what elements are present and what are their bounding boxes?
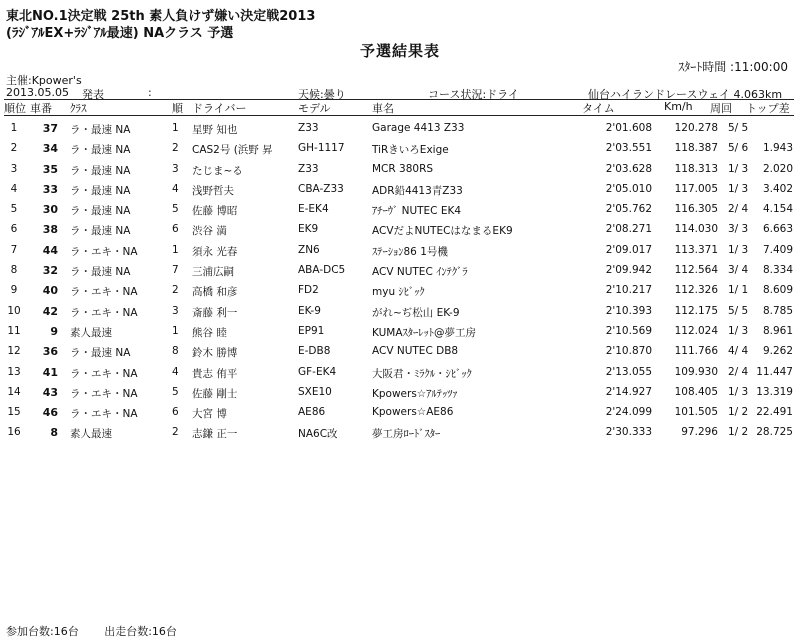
cell-car-name: ACV NUTEC DB8 xyxy=(372,345,459,358)
cell-model: FD2 xyxy=(298,284,319,297)
cell-car-number: 43 xyxy=(42,385,58,399)
cell-gap: 6.663 xyxy=(762,223,793,236)
cell-speed: 101.505 xyxy=(674,406,718,419)
cell-class-order: 4 xyxy=(172,182,179,195)
cell-gap: 8.785 xyxy=(762,304,793,317)
cell-gap: 22.491 xyxy=(756,406,793,419)
cell-car-number: 34 xyxy=(42,142,58,156)
cell-driver: 浅野哲夫 xyxy=(192,184,234,197)
cell-position: 7 xyxy=(10,243,18,256)
cell-driver: 斎藤 利一 xyxy=(192,306,238,319)
organizer: 主催:Kpower's xyxy=(6,74,82,87)
cell-class: ラ・最速 NA xyxy=(70,144,131,157)
header-bottom-rule xyxy=(4,115,794,116)
cell-speed: 118.387 xyxy=(674,142,718,155)
cell-speed: 120.278 xyxy=(674,122,718,134)
cell-car-number: 44 xyxy=(42,243,58,257)
cell-car-number: 9 xyxy=(50,324,58,338)
cell-driver: 須永 光春 xyxy=(192,245,238,258)
cell-gap: 2.020 xyxy=(762,162,793,175)
cell-driver: 高橋 和彦 xyxy=(192,286,238,299)
cell-car-name: ACV NUTEC ｲﾝﾃｸﾞﾗ xyxy=(372,266,468,279)
cell-laps: 1/ 1 xyxy=(728,284,749,297)
cell-time: 2'10.569 xyxy=(605,324,652,337)
cell-gap: 11.447 xyxy=(756,365,793,378)
cell-driver: 熊谷 睦 xyxy=(192,326,227,339)
col-time: タイム xyxy=(582,102,615,115)
cell-class-order: 2 xyxy=(172,142,179,155)
cell-driver: たじま~る xyxy=(192,164,243,177)
cell-speed: 97.296 xyxy=(681,426,718,439)
cell-gap: 28.725 xyxy=(756,426,793,439)
cell-speed: 118.313 xyxy=(674,162,718,175)
event-subtitle: (ﾗｼﾞｱﾙEX+ﾗｼﾞｱﾙ最速) NAクラス 予選 xyxy=(6,26,234,41)
cell-laps: 1/ 3 xyxy=(728,243,749,256)
cell-class-order: 1 xyxy=(172,122,179,134)
cell-speed: 108.405 xyxy=(674,385,718,398)
cell-class-order: 2 xyxy=(172,426,179,439)
cell-position: 12 xyxy=(7,345,21,358)
cell-model: E-EK4 xyxy=(298,203,329,216)
cell-class: ラ・最速 NA xyxy=(70,124,131,136)
cell-class-order: 1 xyxy=(172,324,179,337)
cell-driver: 大宮 博 xyxy=(192,408,227,421)
cell-class: ラ・エキ・NA xyxy=(70,286,138,299)
cell-time: 2'08.271 xyxy=(605,223,652,236)
cell-car-number: 37 xyxy=(42,122,58,135)
cell-laps: 5/ 5 xyxy=(728,304,749,317)
cell-laps: 5/ 5 xyxy=(728,122,749,134)
cell-car-name: KUMAｽﾀｰﾚｯﾄ@夢工房 xyxy=(372,326,477,339)
cell-time: 2'05.010 xyxy=(605,182,652,195)
table-row xyxy=(0,284,800,304)
cell-model: SXE10 xyxy=(298,385,332,398)
cell-speed: 113.371 xyxy=(674,243,718,256)
cell-position: 15 xyxy=(7,406,21,419)
cell-model: GH-1117 xyxy=(298,142,345,155)
col-class: ｸﾗｽ xyxy=(70,102,87,115)
cell-class: ラ・最速 NA xyxy=(70,205,131,218)
table-row xyxy=(0,426,800,446)
cell-speed: 112.564 xyxy=(674,264,718,277)
cell-car-name: 夢工房ﾛｰﾄﾞｽﾀｰ xyxy=(372,428,441,441)
cell-laps: 1/ 3 xyxy=(728,385,749,398)
cell-speed: 112.175 xyxy=(674,304,718,317)
table-row xyxy=(0,345,800,365)
table-row xyxy=(0,163,800,183)
cell-class-order: 1 xyxy=(172,243,179,256)
entries-count: 参加台数:16台 xyxy=(6,625,79,638)
cell-car-number: 46 xyxy=(42,406,58,420)
cell-time: 2'09.017 xyxy=(605,243,652,256)
cell-time: 2'09.942 xyxy=(605,264,652,277)
cell-position: 5 xyxy=(10,203,18,216)
cell-time: 2'10.393 xyxy=(605,304,652,317)
cell-position: 10 xyxy=(7,304,21,317)
cell-laps: 1/ 3 xyxy=(728,162,749,175)
cell-speed: 114.030 xyxy=(674,223,718,236)
cell-gap: 8.961 xyxy=(762,324,793,337)
cell-car-number: 38 xyxy=(42,223,58,237)
cell-car-name: MCR 380RS xyxy=(372,162,434,175)
cell-car-number: 30 xyxy=(42,203,58,217)
cell-time: 2'10.217 xyxy=(605,284,652,297)
cell-driver: 渋谷 満 xyxy=(192,225,227,238)
cell-speed: 112.326 xyxy=(674,284,718,297)
cell-gap: 8.334 xyxy=(762,264,793,277)
cell-class-order: 8 xyxy=(172,345,179,358)
table-row xyxy=(0,406,800,426)
cell-class: 素人最速 xyxy=(70,428,112,441)
cell-car-number: 32 xyxy=(42,264,58,278)
cell-class-order: 5 xyxy=(172,203,179,216)
cell-class: 素人最速 xyxy=(70,326,112,339)
cell-class-order: 5 xyxy=(172,385,179,398)
col-gap: トップ差 xyxy=(746,102,790,115)
cell-position: 6 xyxy=(10,223,18,236)
col-seq: 順 xyxy=(172,102,183,115)
table-row xyxy=(0,142,800,162)
cell-position: 2 xyxy=(10,142,18,155)
column-header-row xyxy=(0,100,800,115)
table-row xyxy=(0,305,800,325)
cell-laps: 2/ 4 xyxy=(728,203,749,216)
cell-car-name: ｱﾁｰｳﾞ NUTEC EK4 xyxy=(372,205,462,218)
cell-car-name: Kpowers☆ｱﾙﾃｯﾂｧ xyxy=(372,387,458,400)
cell-laps: 1/ 2 xyxy=(728,406,749,419)
cell-laps: 4/ 4 xyxy=(728,345,749,358)
cell-laps: 1/ 3 xyxy=(728,182,749,195)
cell-time: 2'03.551 xyxy=(605,142,652,155)
cell-position: 1 xyxy=(10,122,18,134)
cell-speed: 117.005 xyxy=(674,182,718,195)
cell-driver: CAS2号 (浜野 昇 xyxy=(192,144,273,157)
cell-speed: 112.024 xyxy=(674,324,718,337)
cell-model: ABA-DC5 xyxy=(298,264,346,277)
cell-speed: 109.930 xyxy=(674,365,718,378)
cell-laps: 2/ 4 xyxy=(728,365,749,378)
document-title: 予選結果表 xyxy=(359,42,440,60)
cell-gap: 1.943 xyxy=(762,142,793,155)
table-row xyxy=(0,122,800,142)
col-car: 車名 xyxy=(372,102,394,115)
cell-class: ラ・エキ・NA xyxy=(70,367,138,380)
cell-class-order: 3 xyxy=(172,304,179,317)
cell-driver: 三浦広嗣 xyxy=(192,266,234,279)
cell-class: ラ・エキ・NA xyxy=(70,387,138,400)
table-row xyxy=(0,264,800,284)
cell-laps: 3/ 4 xyxy=(728,264,749,277)
col-pos: 順位 xyxy=(4,102,26,115)
event-title: 東北NO.1決定戦 25th 素人負けず嫌い決定戦2013 xyxy=(6,9,316,24)
cell-gap: 7.409 xyxy=(762,243,793,256)
cell-car-name: TiRきいろExige xyxy=(372,144,449,157)
starters-count: 出走台数:16台 xyxy=(104,625,177,638)
cell-driver: 佐藤 剛士 xyxy=(192,387,238,400)
cell-class: ラ・最速 NA xyxy=(70,225,131,238)
cell-car-number: 8 xyxy=(50,426,58,440)
cell-car-number: 42 xyxy=(42,304,58,318)
col-laps: 周回 xyxy=(710,102,732,115)
table-row xyxy=(0,183,800,203)
cell-time: 2'05.762 xyxy=(605,203,652,216)
col-model: モデル xyxy=(298,102,331,115)
table-row xyxy=(0,203,800,223)
cell-position: 13 xyxy=(7,365,21,378)
cell-class: ラ・最速 NA xyxy=(70,164,131,177)
cell-speed: 116.305 xyxy=(674,203,718,216)
cell-car-name: Kpowers☆AE86 xyxy=(372,406,454,419)
cell-class: ラ・最速 NA xyxy=(70,347,131,360)
cell-class: ラ・エキ・NA xyxy=(70,245,138,258)
cell-driver: 星野 知也 xyxy=(192,124,238,136)
cell-car-name: がれ~ぢ松山 EK-9 xyxy=(372,306,460,319)
cell-time: 2'14.927 xyxy=(605,385,652,398)
cell-class-order: 6 xyxy=(172,406,179,419)
cell-model: EK9 xyxy=(298,223,319,236)
cell-car-number: 41 xyxy=(42,365,58,379)
cell-model: NA6C改 xyxy=(298,428,338,441)
cell-model: ZN6 xyxy=(298,243,320,256)
cell-driver: 貴志 侑平 xyxy=(192,367,238,380)
cell-laps: 3/ 3 xyxy=(728,223,749,236)
cell-time: 2'30.333 xyxy=(605,426,652,439)
cell-gap: 3.402 xyxy=(762,182,793,195)
cell-position: 16 xyxy=(7,426,21,439)
cell-class: ラ・最速 NA xyxy=(70,184,131,197)
cell-model: Z33 xyxy=(298,162,319,175)
cell-driver: 鈴木 勝博 xyxy=(192,347,238,360)
cell-class-order: 7 xyxy=(172,264,179,277)
cell-model: Z33 xyxy=(298,122,319,134)
announce-colon: : xyxy=(148,86,152,99)
cell-driver: 佐藤 博昭 xyxy=(192,205,238,218)
cell-car-number: 36 xyxy=(42,345,58,359)
cell-position: 14 xyxy=(7,385,21,398)
col-kmh: Km/h xyxy=(664,100,693,113)
cell-class-order: 2 xyxy=(172,284,179,297)
cell-time: 2'03.628 xyxy=(605,162,652,175)
cell-car-name: myu ｼﾋﾞｯｸ xyxy=(372,286,425,299)
cell-position: 11 xyxy=(7,324,21,337)
footer xyxy=(6,623,199,639)
cell-time: 2'13.055 xyxy=(605,365,652,378)
announce-label: 発表 xyxy=(82,88,104,101)
table-row xyxy=(0,244,800,264)
cell-position: 4 xyxy=(10,182,18,195)
results-table xyxy=(0,122,800,447)
cell-time: 2'01.608 xyxy=(605,122,652,134)
table-row xyxy=(0,366,800,386)
cell-laps: 1/ 2 xyxy=(728,426,749,439)
start-time: ｽﾀｰﾄ時間 :11:00:00 xyxy=(678,60,788,74)
course-status: コース状況:ドライ xyxy=(428,88,519,101)
cell-car-name: ｽﾃｰｼｮﾝ86 1号機 xyxy=(372,245,448,258)
cell-class: ラ・最速 NA xyxy=(70,266,131,279)
cell-class: ラ・エキ・NA xyxy=(70,306,138,319)
cell-position: 8 xyxy=(10,264,18,277)
cell-laps: 5/ 6 xyxy=(728,142,749,155)
table-row xyxy=(0,386,800,406)
cell-car-name: ADR鉛4413青Z33 xyxy=(372,184,463,197)
cell-laps: 1/ 3 xyxy=(728,324,749,337)
cell-gap: 9.262 xyxy=(762,345,793,358)
table-row xyxy=(0,223,800,243)
cell-time: 2'10.870 xyxy=(605,345,652,358)
cell-model: AE86 xyxy=(298,406,326,419)
cell-position: 9 xyxy=(10,284,18,297)
cell-driver: 志鎌 正一 xyxy=(192,428,238,441)
cell-position: 3 xyxy=(10,162,18,175)
cell-car-name: ACVだよNUTECはなまるEK9 xyxy=(372,225,513,238)
info-row xyxy=(0,86,800,100)
cell-speed: 111.766 xyxy=(674,345,718,358)
cell-class: ラ・エキ・NA xyxy=(70,408,138,421)
cell-gap: 13.319 xyxy=(756,385,793,398)
date: 2013.05.05 xyxy=(6,86,69,99)
cell-car-name: 大阪君・ﾐﾗｸﾙ・ｼﾋﾞｯｸ xyxy=(372,367,472,380)
cell-model: CBA-Z33 xyxy=(298,182,344,195)
cell-class-order: 6 xyxy=(172,223,179,236)
cell-gap: 8.609 xyxy=(762,284,793,297)
col-num: 車番 xyxy=(30,102,52,115)
cell-class-order: 3 xyxy=(172,162,179,175)
table-row xyxy=(0,325,800,345)
venue: 仙台ハイランドレースウェイ 4.063km xyxy=(588,88,783,101)
cell-model: EK-9 xyxy=(298,304,321,317)
cell-model: EP91 xyxy=(298,324,325,337)
cell-car-name: Garage 4413 Z33 xyxy=(372,122,465,134)
cell-car-number: 33 xyxy=(42,182,58,196)
cell-car-number: 40 xyxy=(42,284,58,298)
cell-time: 2'24.099 xyxy=(605,406,652,419)
cell-model: GF-EK4 xyxy=(298,365,337,378)
cell-gap: 4.154 xyxy=(762,203,793,216)
cell-car-number: 35 xyxy=(42,162,58,176)
cell-class-order: 4 xyxy=(172,365,179,378)
cell-model: E-DB8 xyxy=(298,345,331,358)
col-driver: ドライバー xyxy=(192,102,247,115)
weather: 天候:曇り xyxy=(298,88,346,101)
